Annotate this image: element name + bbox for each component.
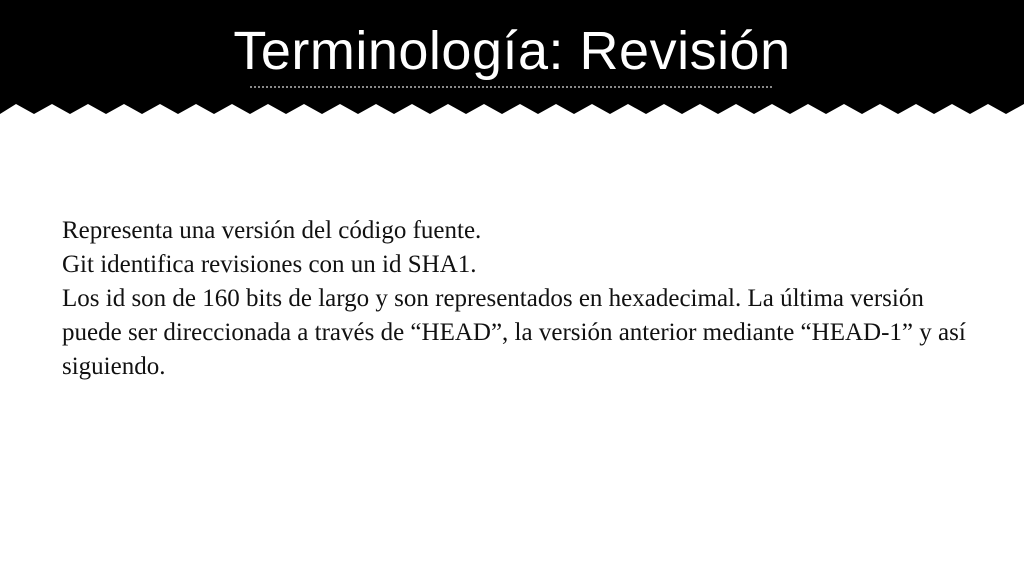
paragraph-3: Los id son de 160 bits de largo y son representados en hexadecimal. La última versión puede ser direccionada a través de “HEAD”, la versión anterior mediante “HEAD-1” y así siguiendo. bbox=[62, 285, 966, 380]
slide-title: Terminología: Revisión bbox=[233, 21, 791, 81]
paragraph-1: Representa una versión del código fuente. bbox=[62, 217, 482, 244]
title-dotted-underline bbox=[250, 86, 772, 88]
paragraph-2: Git identifica revisiones con un id SHA1. bbox=[62, 251, 477, 278]
slide-body bbox=[62, 214, 982, 384]
